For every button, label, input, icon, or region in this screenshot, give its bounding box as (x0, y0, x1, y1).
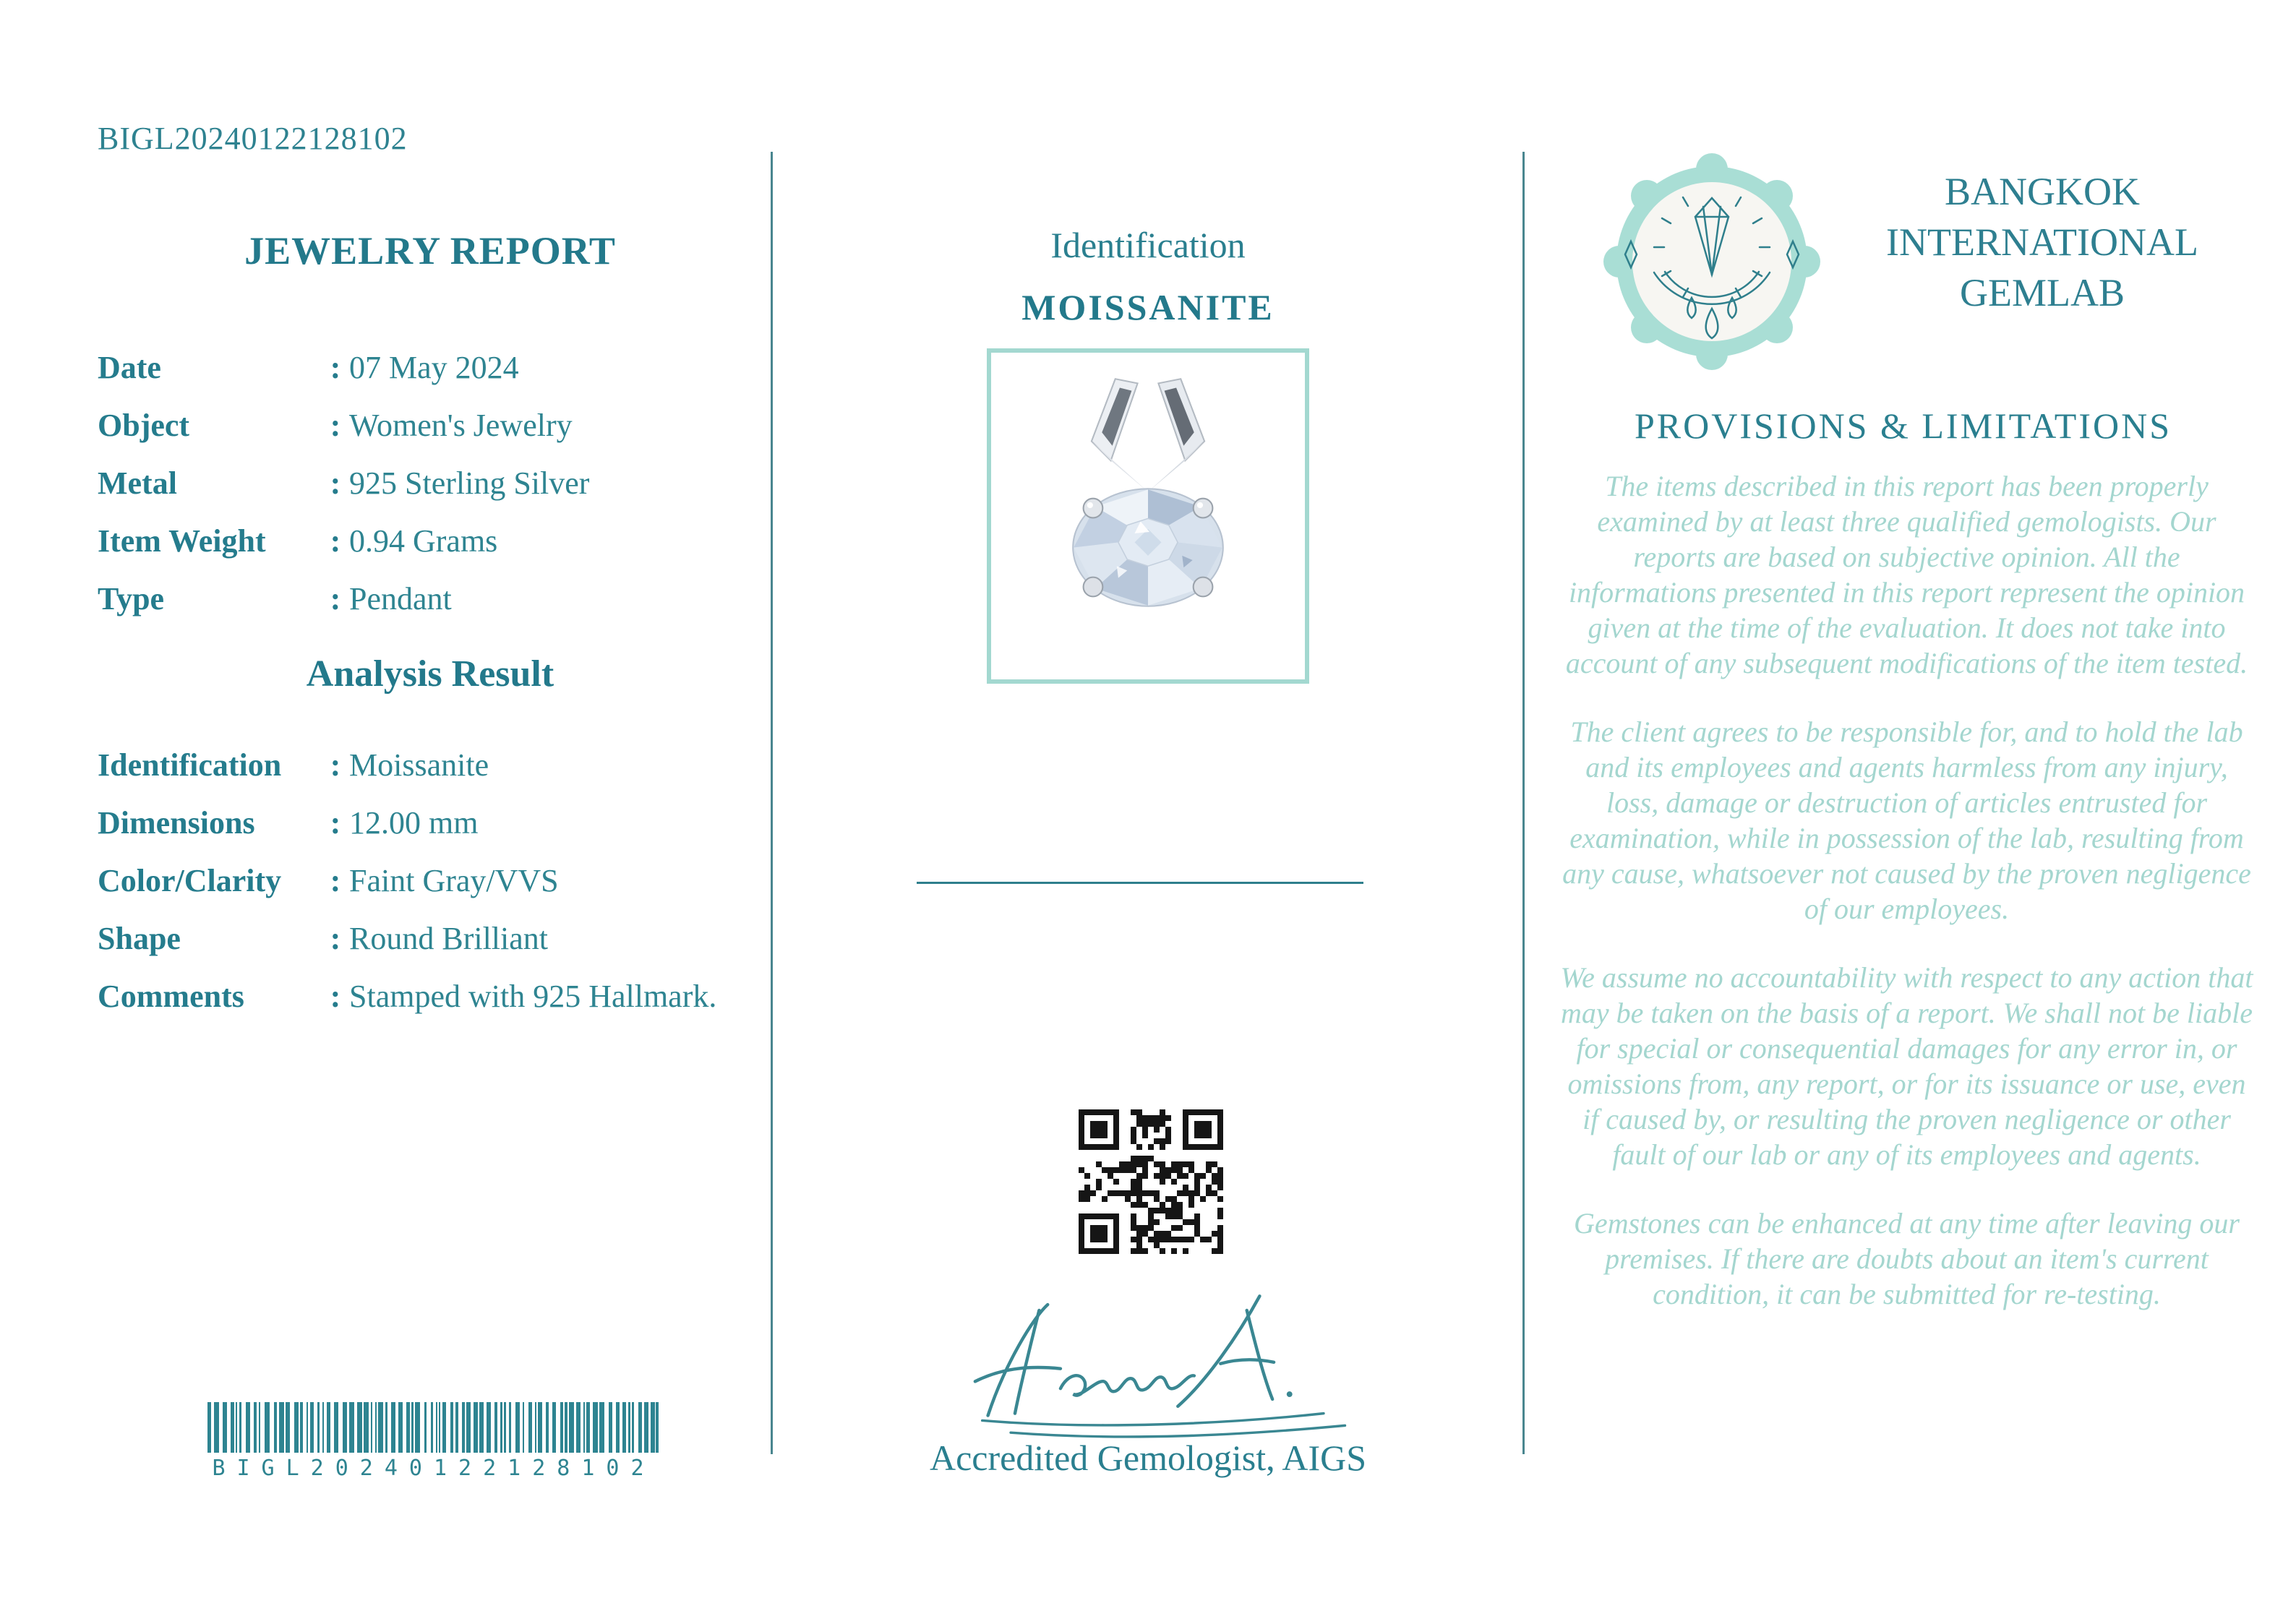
provisions-paragraph: Gemstones can be enhanced at any time after leaving our premises. If there are doubts about an item's current condition, it can be submitted for re-testing. (1574, 1207, 2240, 1310)
identification-heading: Identification (1050, 225, 1246, 265)
lab-name-line: BANGKOK (1945, 170, 2140, 213)
table-row (98, 512, 777, 570)
table-row (98, 967, 777, 1025)
row-value: Women's Jewelry (349, 407, 573, 443)
gem-name: MOISSANITE (1021, 287, 1275, 327)
report-details-table (98, 338, 777, 627)
table-row (98, 794, 777, 851)
column-divider-right (1522, 152, 1525, 1454)
row-value: Round Brilliant (349, 920, 548, 956)
row-label: Dimensions (98, 804, 255, 841)
provisions-paragraph: The items described in this report has been properly examined by at least three qualified gemologists. Our reports are based on subjective opinion. All the informations presented in this report represent the opinion given at the time of the evaluation. It does not take into account of any subsequent modifications of the item tested. (1565, 470, 2248, 679)
row-colon: : (330, 349, 341, 385)
row-colon: : (330, 747, 341, 783)
table-row (98, 909, 777, 967)
lab-name-line: INTERNATIONAL (1886, 220, 2198, 264)
barcode-bars-icon (207, 1402, 660, 1453)
row-label: Color/Clarity (98, 862, 282, 898)
row-colon: : (330, 523, 341, 559)
row-label: Metal (98, 465, 177, 501)
row-value: Pendant (349, 580, 452, 616)
row-value: 07 May 2024 (349, 349, 519, 385)
qr-code-icon (1079, 1109, 1223, 1254)
barcode (207, 1402, 660, 1481)
provisions-paragraph: The client agrees to be responsible for, and to hold the lab and its employees and agents harmless from any injury, loss, damage or destruction of articles entrusted for examination, while in possession of the lab, resulting from any cause, whatsoever not caused by the proven negligence of our employees. (1562, 716, 2251, 925)
report-number: BIGL20240122128102 (98, 121, 408, 156)
provisions-title: PROVISIONS & LIMITATIONS (1634, 405, 2172, 446)
analysis-result-title: Analysis Result (306, 653, 554, 695)
row-label: Comments (98, 978, 244, 1014)
row-value: 12.00 mm (349, 804, 479, 841)
row-value: Faint Gray/VVS (349, 862, 559, 898)
row-colon: : (330, 978, 341, 1014)
row-colon: : (330, 920, 341, 956)
row-colon: : (330, 407, 341, 443)
page-title: JEWELRY REPORT (244, 229, 616, 272)
row-value: Stamped with 925 Hallmark. (349, 978, 717, 1014)
row-label: Shape (98, 920, 181, 956)
analysis-result-table (98, 736, 777, 1025)
row-colon: : (330, 465, 341, 501)
lab-name-line: GEMLAB (1960, 271, 2125, 314)
row-colon: : (330, 580, 341, 616)
table-row (98, 736, 777, 794)
column-divider-left (771, 152, 773, 1454)
gemlab-logo-icon (1603, 153, 1820, 370)
gemologist-signature (925, 1266, 1366, 1440)
lab-name (1840, 166, 2245, 318)
barcode-text: BIGL20240122128102 (212, 1456, 656, 1481)
table-row (98, 851, 777, 909)
row-label: Item Weight (98, 523, 266, 559)
pendant-photo (1036, 373, 1260, 640)
row-value: 0.94 Grams (349, 523, 498, 559)
table-row (98, 454, 777, 512)
row-value: Moissanite (349, 747, 489, 783)
provisions-paragraph: We assume no accountability with respect to any action that may be taken on the basis of a report. We shall not be liable for special or consequential damages for any error in, or omissions from, any report, or for its issuance or use, even if caused by, or resulting the proven negligence or other fault of our lab or any of its employees and agents. (1560, 961, 2253, 1171)
gemologist-credential: Accredited Gemologist, AIGS (929, 1438, 1367, 1478)
table-row (98, 396, 777, 454)
row-label: Identification (98, 747, 282, 783)
table-row (98, 570, 777, 627)
provisions-text (1558, 468, 2256, 1345)
signature-section-divider (917, 882, 1363, 884)
gem-photo-frame (987, 348, 1309, 684)
row-label: Type (98, 580, 165, 616)
row-colon: : (330, 862, 341, 898)
table-row (98, 338, 777, 396)
row-value: 925 Sterling Silver (349, 465, 590, 501)
row-label: Object (98, 407, 190, 443)
row-label: Date (98, 349, 161, 385)
row-colon: : (330, 804, 341, 841)
